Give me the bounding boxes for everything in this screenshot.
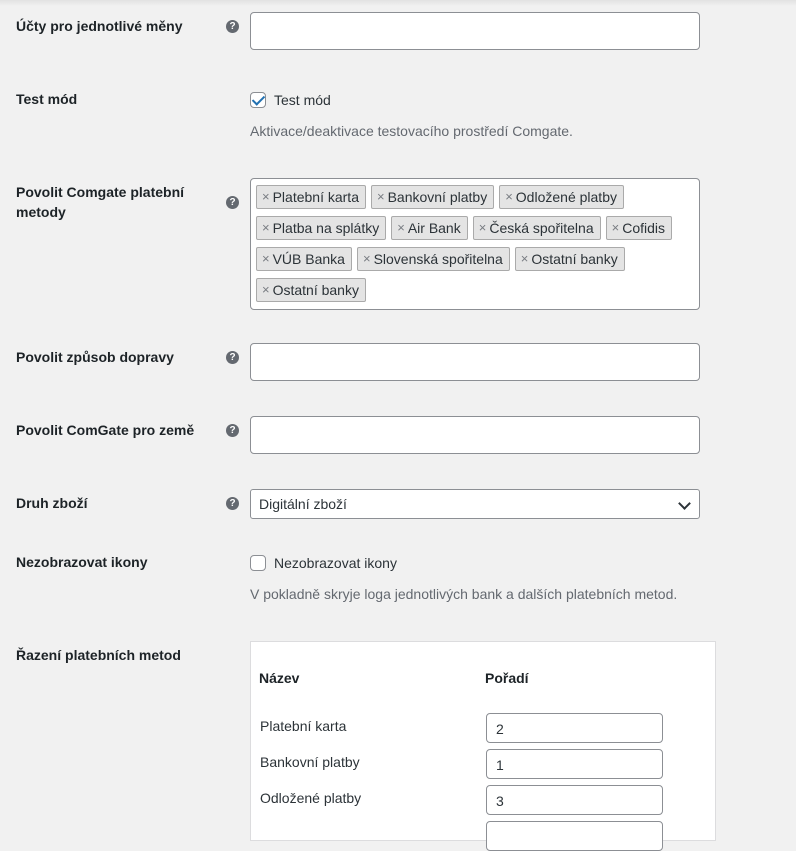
chevron-down-icon [678,497,691,510]
remove-tag-icon[interactable]: × [262,220,270,235]
column-header-order: Pořadí [485,670,529,686]
goods-label: Druh zboží [16,495,88,511]
question-mark-icon[interactable]: ? [226,497,239,510]
methods-multiselect[interactable] [250,178,700,310]
methods-tag-list [256,185,692,302]
method-tag-label: Česká spořitelna [489,220,594,236]
method-tag [371,185,494,209]
method-tag-label: VÚB Banka [272,251,345,267]
test-mode-description: Aktivace/deaktivace testovacího prostředí Comgate. [250,123,573,139]
sort-row-name: Bankovní platby [260,754,360,770]
question-mark-icon[interactable]: ? [226,351,239,364]
methods-label: Povolit Comgate platební metody [16,184,185,220]
remove-tag-icon[interactable]: × [478,220,487,235]
sort-row-name: Odložené platby [260,790,362,806]
sort-order-input[interactable]: 1 [486,749,663,779]
method-tag-label: Ostatní banky [531,251,618,267]
column-header-name: Název [259,670,300,686]
top-shadow [0,0,796,6]
sort-order-input[interactable] [486,821,663,851]
method-tag [256,247,352,271]
method-tag [256,278,366,302]
remove-tag-icon[interactable]: × [397,220,405,235]
goods-select-value: Digitální zboží [259,496,347,512]
test-mode-checkbox-label[interactable]: Test mód [274,92,331,108]
hide-icons-checkbox-label[interactable]: Nezobrazovat ikony [274,555,397,571]
question-mark-icon[interactable]: ? [226,196,239,209]
method-tag [515,247,625,271]
hide-icons-description: V pokladně skryje loga jednotlivých bank a dalších platebních metod. [250,586,678,602]
method-tag [606,216,672,240]
remove-tag-icon[interactable]: × [376,189,385,204]
question-mark-icon[interactable]: ? [226,424,239,437]
method-tag-label: Cofidis [622,220,665,236]
method-tag-label: Air Bank [407,220,461,236]
accounts-label: Účty pro jednotlivé měny [16,18,183,34]
remove-tag-icon[interactable]: × [262,251,270,266]
remove-tag-icon[interactable]: × [611,220,620,235]
checkmark-icon [252,92,265,105]
sort-label: Řazení platebních metod [16,647,181,663]
shipping-input[interactable] [250,343,700,381]
sort-row-name: Platební karta [260,718,347,734]
method-tag [499,185,624,209]
remove-tag-icon[interactable]: × [362,251,371,266]
method-tag-label: Platební karta [272,189,359,205]
method-tag-label: Bankovní platby [387,189,488,205]
test-mode-checkbox[interactable] [250,92,266,108]
method-tag-label: Slovenská spořitelna [373,251,503,267]
countries-label: Povolit ComGate pro země [16,422,195,438]
method-tag [256,185,366,209]
method-tag-label: Odložené platby [515,189,617,205]
remove-tag-icon[interactable]: × [262,282,270,297]
method-tag-label: Platba na splátky [272,220,380,236]
method-tag [256,216,386,240]
sort-order-input[interactable]: 2 [486,713,663,743]
remove-tag-icon[interactable]: × [262,189,270,204]
sort-order-input[interactable]: 3 [486,785,663,815]
method-tag [391,216,468,240]
remove-tag-icon[interactable]: × [505,189,513,204]
method-tag [357,247,510,271]
hide-icons-checkbox[interactable] [250,555,266,571]
question-mark-icon[interactable]: ? [226,20,239,33]
sort-table [250,641,716,841]
hide-icons-label: Nezobrazovat ikony [16,554,148,570]
goods-select[interactable] [250,489,700,519]
test-mode-label: Test mód [16,91,78,107]
method-tag [473,216,601,240]
countries-input[interactable] [250,416,700,454]
shipping-label: Povolit způsob dopravy [16,349,174,365]
accounts-input[interactable] [250,12,700,50]
remove-tag-icon[interactable]: × [520,251,529,266]
method-tag-label: Ostatní banky [272,282,359,298]
